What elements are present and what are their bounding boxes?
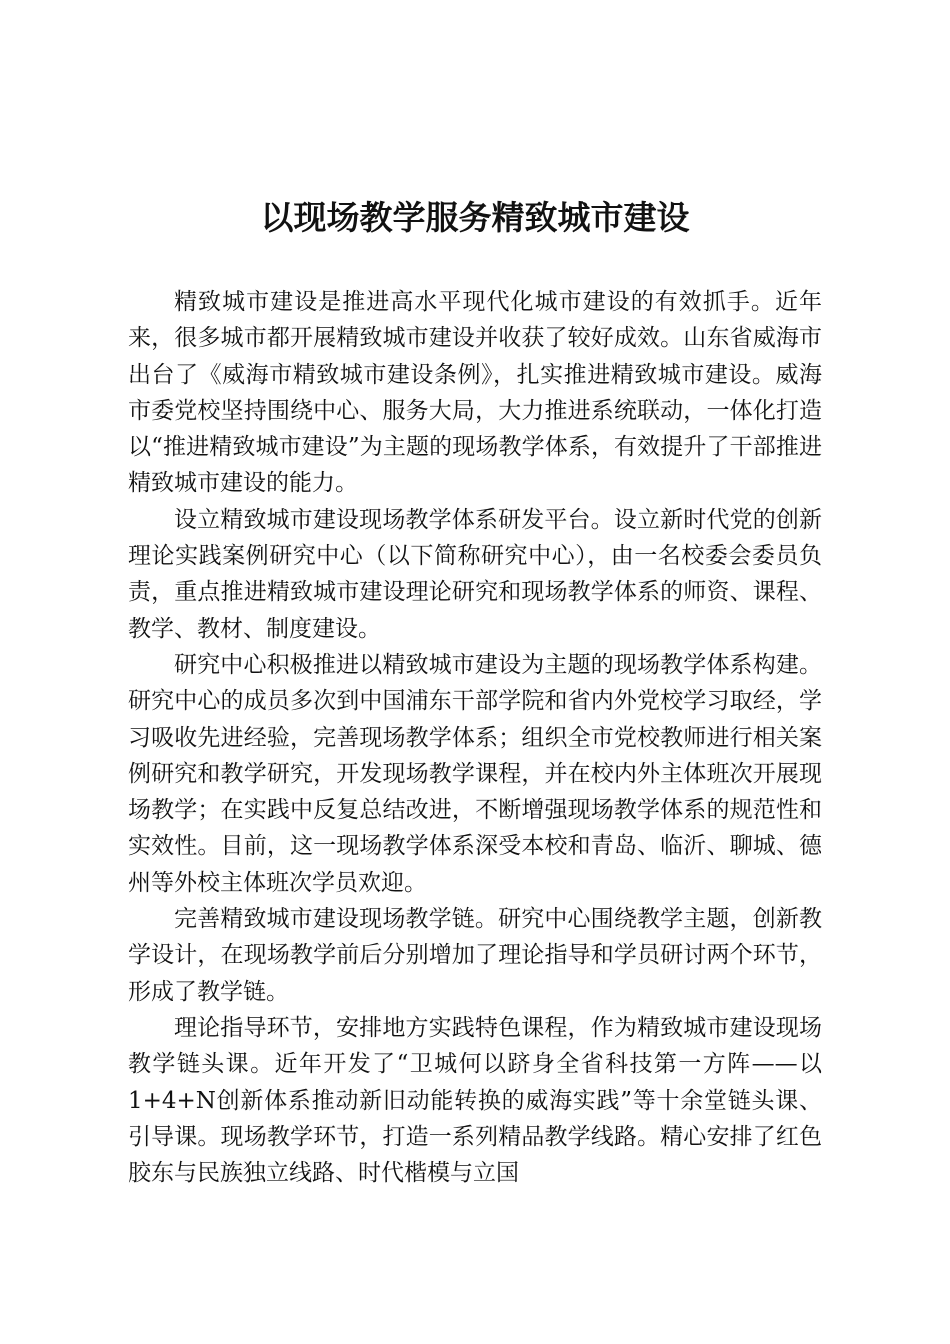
paragraph: 设立精致城市建设现场教学体系研发平台。设立新时代党的创新理论实践案例研究中心（以下简称研究中心），由一名校委会委员负责，重点推进精致城市建设理论研究和现场教学体系的师资、课程、教学、教材、制度建设。 (128, 506, 822, 642)
document-body (128, 284, 822, 1191)
paragraph: 理论指导环节，安排地方实践特色课程，作为精致城市建设现场教学链头课。近年开发了“卫城何以跻身全省科技第一方阵——以1+4+N创新体系推动新旧动能转换的威海实践”等十余堂链头课、引导课。现场教学环节，打造一系列精品教学线路。精心安排了红色胶东与民族独立线路、时代楷模与立国 (128, 1014, 822, 1187)
paragraph: 完善精致城市建设现场教学链。研究中心围绕教学主题，创新教学设计，在现场教学前后分别增加了理论指导和学员研讨两个环节，形成了教学链。 (128, 906, 822, 1005)
document-title: 以现场教学服务精致城市建设 (260, 198, 690, 237)
paragraph: 研究中心积极推进以精致城市建设为主题的现场教学体系构建。研究中心的成员多次到中国浦东干部学院和省内外党校学习取经，学习吸收先进经验，完善现场教学体系；组织全市党校教师进行相关案例研究和教学研究，开发现场教学课程，并在校内外主体班次开展现场教学；在实践中反复总结改进，不断增强现场教学体系的规范性和实效性。目前，这一现场教学体系深受本校和青岛、临沂、聊城、德州等外校主体班次学员欢迎。 (128, 651, 822, 896)
paragraph: 精致城市建设是推进高水平现代化城市建设的有效抓手。近年来，很多城市都开展精致城市建设并收获了较好成效。山东省威海市出台了《威海市精致城市建设条例》，扎实推进精致城市建设。威海市委党校坚持围绕中心、服务大局，大力推进系统联动，一体化打造以“推进精致城市建设”为主题的现场教学体系，有效提升了干部推进精致城市建设的能力。 (128, 289, 822, 497)
